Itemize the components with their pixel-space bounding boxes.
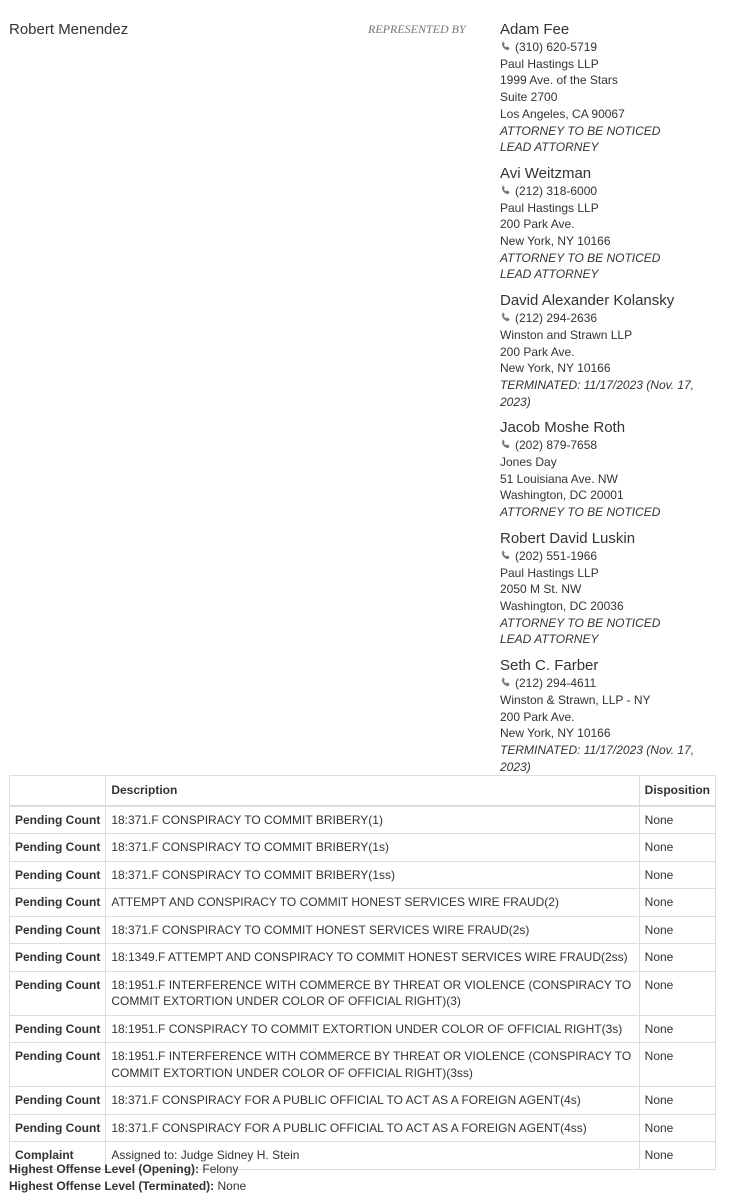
table-row — [10, 889, 716, 917]
attorney-phone — [500, 548, 725, 565]
attorney-phone — [500, 437, 725, 454]
table-header-row — [10, 776, 716, 806]
count-disposition: None — [639, 971, 715, 1015]
count-disposition: None — [639, 861, 715, 889]
count-type: Pending Count — [10, 806, 106, 834]
attorney-phone — [500, 675, 725, 692]
attorney-phone-number: (310) 620-5719 — [515, 40, 598, 54]
count-type: Pending Count — [10, 971, 106, 1015]
count-description: 18:371.F CONSPIRACY TO COMMIT BRIBERY(1ss) — [106, 861, 639, 889]
table-row — [10, 861, 716, 889]
attorney-address-line: Winston and Strawn LLP — [500, 327, 633, 342]
attorney-phone — [500, 183, 725, 200]
count-description: 18:1951.F CONSPIRACY TO COMMIT EXTORTION UNDER COLOR OF OFFICIAL RIGHT(3s) — [106, 1015, 639, 1043]
attorney-phone — [500, 310, 725, 327]
count-description: 18:371.F CONSPIRACY TO COMMIT BRIBERY(1s) — [106, 834, 639, 862]
attorney-address-line: Paul Hastings LLP — [500, 200, 599, 215]
highest-offense-terminated — [9, 1179, 246, 1193]
phone-icon — [500, 311, 511, 322]
phone-icon — [500, 40, 511, 51]
count-type: Pending Count — [10, 916, 106, 944]
attorney-address-line: Winston & Strawn, LLP - NY — [500, 692, 651, 707]
attorney-phone-number: (202) 879-7658 — [515, 438, 598, 453]
attorney-phone-number: (212) 294-2636 — [515, 311, 598, 326]
attorney-name: Robert David Luskin — [500, 529, 636, 547]
count-disposition: None — [639, 834, 715, 862]
attorney-address-line: New York, NY 10166 — [500, 361, 611, 376]
phone-icon — [500, 676, 511, 687]
count-type: Pending Count — [10, 861, 106, 889]
attorney-role: LEAD ATTORNEY — [500, 267, 599, 282]
attorney-address-line: Washington, DC 20036 — [500, 598, 624, 613]
attorney-role: ATTORNEY TO BE NOTICED — [500, 123, 661, 138]
attorney-address-line: 1999 Ave. of the Stars — [500, 73, 618, 88]
offense-terminated-label: Highest Offense Level (Terminated): — [9, 1179, 215, 1193]
attorney-address-line: 200 Park Ave. — [500, 709, 575, 724]
offense-opening-label: Highest Offense Level (Opening): — [9, 1162, 200, 1176]
attorney-address-line: 2050 M St. NW — [500, 582, 582, 597]
attorney-address-line: New York, NY 10166 — [500, 726, 611, 741]
header-type — [10, 776, 106, 806]
table-row — [10, 1087, 716, 1115]
count-description: ATTEMPT AND CONSPIRACY TO COMMIT HONEST SERVICES WIRE FRAUD(2) — [106, 889, 639, 917]
attorney-name: Seth C. Farber — [500, 657, 599, 675]
attorney-phone-number: (202) 551-1966 — [515, 548, 598, 563]
attorney-phone — [500, 39, 725, 56]
count-type: Pending Count — [10, 834, 106, 862]
phone-icon — [500, 549, 511, 560]
table-row — [10, 944, 716, 972]
count-disposition: None — [639, 916, 715, 944]
attorney-name: David Alexander Kolansky — [500, 292, 675, 310]
count-type: Pending Count — [10, 1087, 106, 1115]
count-type: Pending Count — [10, 1043, 106, 1087]
count-disposition: None — [639, 1142, 715, 1170]
count-disposition: None — [639, 1114, 715, 1142]
attorney-entry — [500, 657, 725, 775]
attorney-address-line: Los Angeles, CA 90067 — [500, 106, 625, 121]
attorney-entry — [500, 165, 725, 283]
attorney-name: Avi Weitzman — [500, 164, 592, 182]
count-description: 18:371.F CONSPIRACY TO COMMIT HONEST SERVICES WIRE FRAUD(2s) — [106, 916, 639, 944]
count-type: Pending Count — [10, 1114, 106, 1142]
attorney-role: ATTORNEY TO BE NOTICED — [500, 505, 661, 520]
attorney-list — [500, 21, 725, 784]
attorney-address-line: Jones Day — [500, 455, 557, 470]
count-description: 18:1951.F INTERFERENCE WITH COMMERCE BY THREAT OR VIOLENCE (CONSPIRACY TO COMMIT EXTORTION UNDER COLOR OF OFFICIAL RIGHT)(3) — [106, 971, 639, 1015]
phone-icon — [500, 438, 511, 449]
table-row — [10, 971, 716, 1015]
table-row — [10, 1114, 716, 1142]
counts-table — [9, 775, 716, 1170]
attorney-entry — [500, 21, 725, 156]
attorney-phone-number: (212) 318-6000 — [515, 183, 598, 198]
header-disposition: Disposition — [639, 776, 715, 806]
represented-by-label: REPRESENTED BY — [368, 22, 466, 36]
attorney-address-line: Washington, DC 20001 — [500, 488, 624, 503]
attorney-role: ATTORNEY TO BE NOTICED — [500, 615, 661, 630]
attorney-address-line: Paul Hastings LLP — [500, 565, 599, 580]
attorney-role: ATTORNEY TO BE NOTICED — [500, 250, 661, 265]
count-disposition: None — [639, 889, 715, 917]
attorney-address-line: 51 Louisiana Ave. NW — [500, 471, 618, 486]
count-disposition: None — [639, 1015, 715, 1043]
offense-terminated-value: None — [217, 1179, 247, 1193]
attorney-phone-number: (212) 294-4611 — [515, 676, 597, 691]
attorney-address-line: Paul Hastings LLP — [500, 56, 599, 71]
count-description: 18:371.F CONSPIRACY FOR A PUBLIC OFFICIAL TO ACT AS A FOREIGN AGENT(4s) — [106, 1087, 639, 1115]
count-type: Complaint — [10, 1142, 106, 1170]
attorney-entry — [500, 530, 725, 648]
header-description: Description — [106, 776, 639, 806]
attorney-name: Adam Fee — [500, 21, 570, 38]
count-disposition: None — [639, 1087, 715, 1115]
table-row — [10, 806, 716, 834]
count-description: 18:1951.F INTERFERENCE WITH COMMERCE BY THREAT OR VIOLENCE (CONSPIRACY TO COMMIT EXTORTION UNDER COLOR OF OFFICIAL RIGHT)(3ss) — [106, 1043, 639, 1087]
count-description: 18:371.F CONSPIRACY TO COMMIT BRIBERY(1) — [106, 806, 639, 834]
count-disposition: None — [639, 806, 715, 834]
count-disposition: None — [639, 1043, 715, 1087]
attorney-entry — [500, 292, 725, 410]
attorney-address-line: Suite 2700 — [500, 90, 558, 105]
attorney-address-line: 200 Park Ave. — [500, 344, 575, 359]
table-row — [10, 916, 716, 944]
attorney-address-line: New York, NY 10166 — [500, 234, 611, 249]
phone-icon — [500, 184, 511, 195]
attorney-name: Jacob Moshe Roth — [500, 419, 626, 437]
count-type: Pending Count — [10, 889, 106, 917]
defendant-name: Robert Menendez — [9, 21, 129, 38]
count-description: 18:1349.F ATTEMPT AND CONSPIRACY TO COMMIT HONEST SERVICES WIRE FRAUD(2ss) — [106, 944, 639, 972]
highest-offense-opening — [9, 1162, 238, 1176]
attorney-role: LEAD ATTORNEY — [500, 140, 599, 155]
count-type: Pending Count — [10, 944, 106, 972]
count-description: 18:371.F CONSPIRACY FOR A PUBLIC OFFICIAL TO ACT AS A FOREIGN AGENT(4ss) — [106, 1114, 639, 1142]
attorney-role: LEAD ATTORNEY — [500, 632, 599, 647]
attorney-address-line: 200 Park Ave. — [500, 217, 575, 232]
count-disposition: None — [639, 944, 715, 972]
attorney-role: TERMINATED: 11/17/2023 (Nov. 17, 2023) — [500, 377, 695, 409]
count-type: Pending Count — [10, 1015, 106, 1043]
table-row — [10, 1043, 716, 1087]
attorney-role: TERMINATED: 11/17/2023 (Nov. 17, 2023) — [500, 742, 695, 774]
offense-opening-value: Felony — [202, 1162, 239, 1176]
table-row — [10, 834, 716, 862]
table-row — [10, 1015, 716, 1043]
count-description: Assigned to: Judge Sidney H. Stein — [106, 1142, 639, 1170]
attorney-entry — [500, 419, 725, 521]
